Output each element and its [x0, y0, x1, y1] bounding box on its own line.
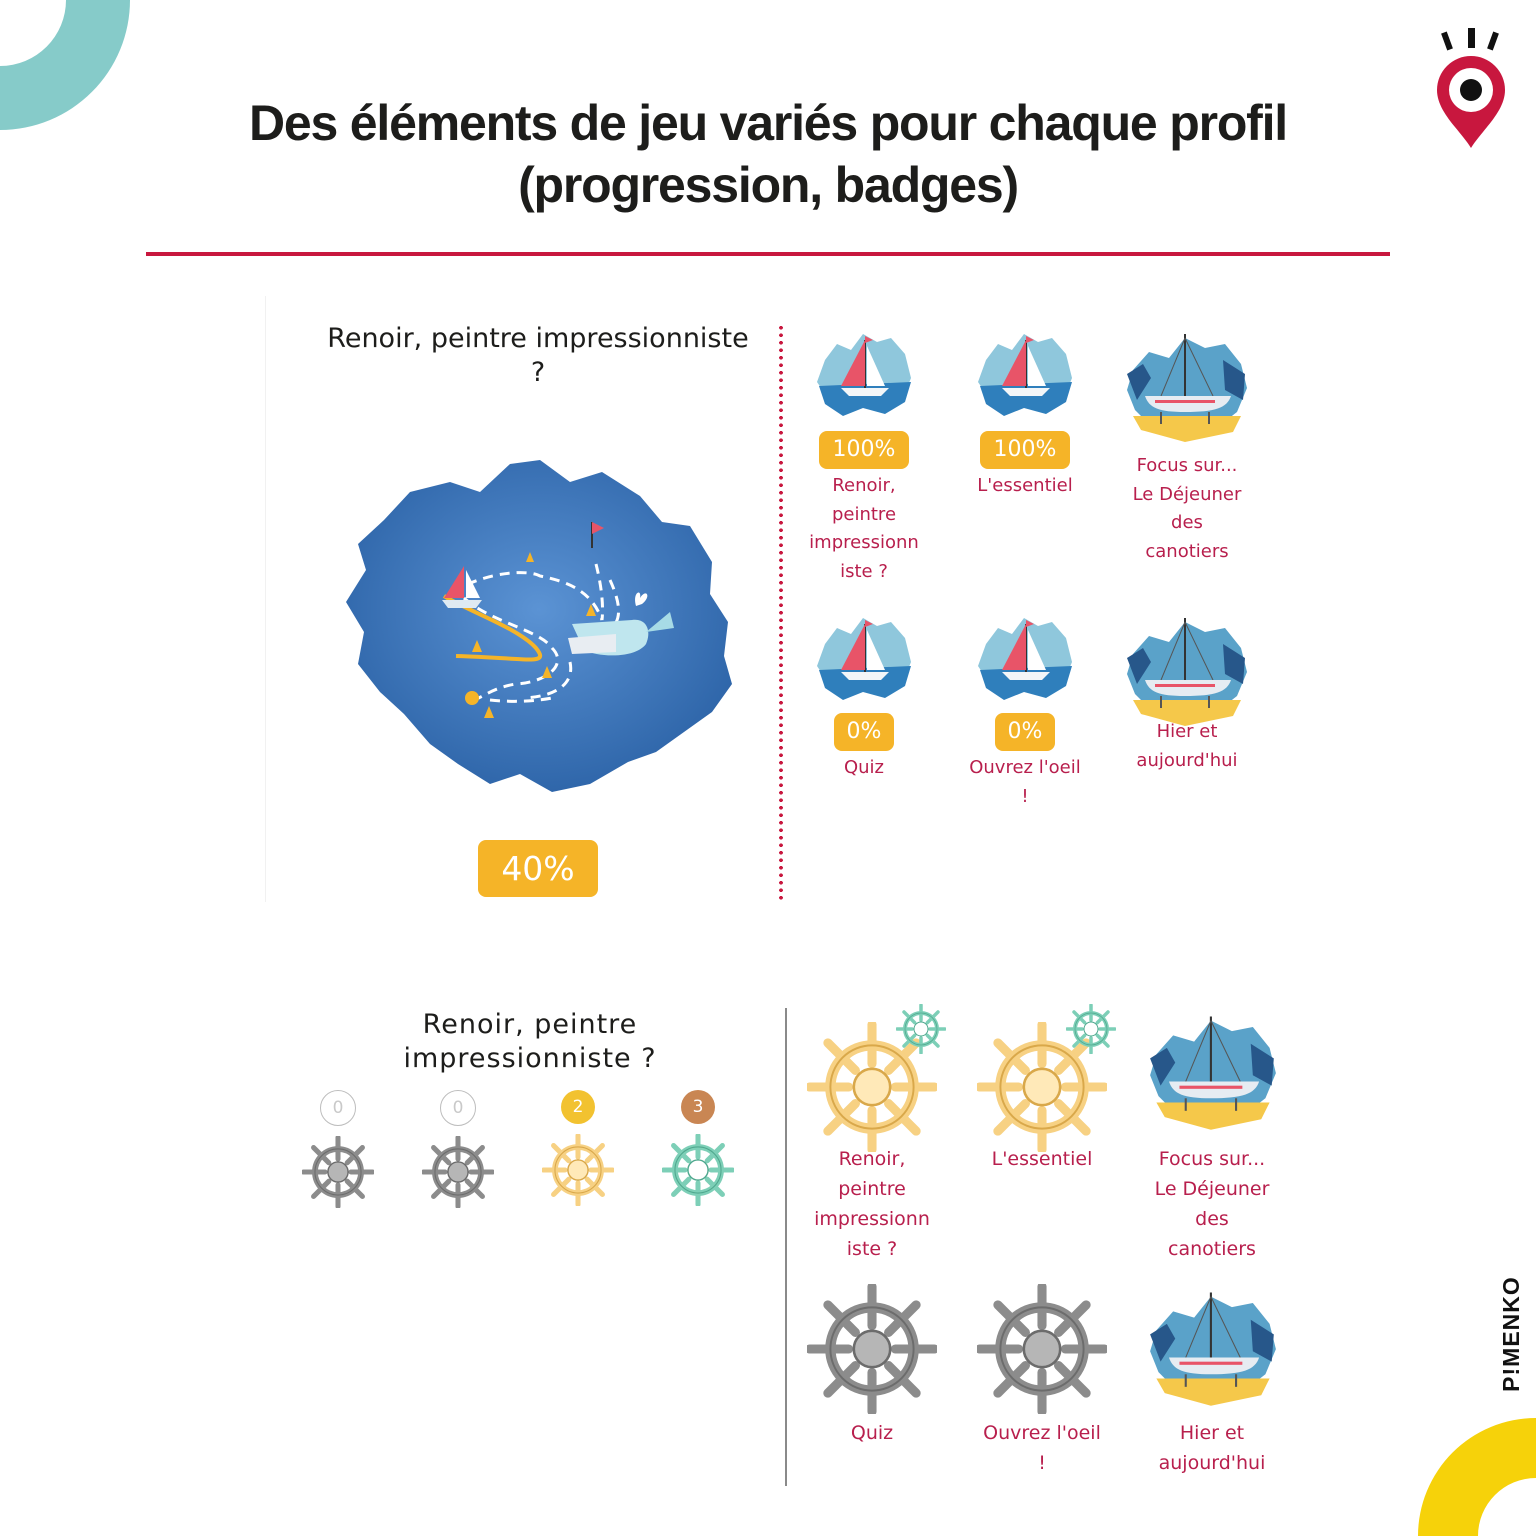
- ship-wheel-icon: [542, 1134, 614, 1210]
- activity-label: Renoir, peintre impressionn iste ?: [814, 1148, 930, 1260]
- dotted-divider: [779, 324, 783, 902]
- activity-progress-badge: 100%: [980, 431, 1070, 469]
- docked-boat-icon: [1125, 614, 1249, 730]
- pimenko-eye-pin-logo: [1430, 26, 1516, 154]
- sea-journey-map-illustration: [340, 452, 736, 798]
- faint-divider: [265, 296, 266, 902]
- ship-wheel-teal-icon: [1066, 1004, 1116, 1058]
- activity-label: Ouvrez l'oeil !: [983, 1422, 1101, 1474]
- title-divider: [146, 252, 1390, 256]
- ship-wheel-icon: [662, 1134, 734, 1210]
- docked-boat-icon: [1148, 1012, 1278, 1134]
- ship-wheel-grey-icon: [807, 1284, 937, 1418]
- activity-label: Focus sur... Le Déjeuner des canotiers: [1154, 1148, 1270, 1260]
- activity-label: Ouvrez l'oeil !: [969, 757, 1081, 807]
- title-line-1: Des éléments de jeu variés pour chaque profil: [248, 95, 1288, 151]
- activity-label: Quiz: [843, 757, 885, 778]
- activity-label: Hier et aujourd'hui: [1136, 721, 1238, 771]
- badge-rank: [658, 1090, 738, 1210]
- progression-course-title: Renoir, peintre impressionniste ?: [327, 323, 749, 388]
- sailboat-icon: [976, 330, 1074, 420]
- activity-label: L'essentiel: [977, 475, 1073, 496]
- rank-count: 0: [440, 1090, 476, 1126]
- docked-boat-icon: [1125, 330, 1249, 446]
- sailboat-icon: [815, 614, 913, 704]
- activity-progress-badge: 0%: [834, 713, 894, 751]
- yellow-arc-decoration: [1410, 1410, 1536, 1536]
- overall-progress-badge: 40%: [478, 840, 598, 897]
- ship-wheel-icon: [422, 1136, 494, 1212]
- badge-rank: [538, 1090, 618, 1210]
- rank-count: 2: [561, 1090, 595, 1124]
- page-title: [120, 92, 1416, 216]
- ship-wheel-teal-icon: [896, 1004, 946, 1058]
- pimenko-wordmark: [1496, 1268, 1526, 1400]
- docked-boat-icon: [1148, 1288, 1278, 1410]
- svg-text:P!MENKO: P!MENKO: [1498, 1276, 1524, 1392]
- activity-label: Renoir, peintre impressionn iste ?: [809, 475, 919, 582]
- badge-rank: [418, 1090, 498, 1212]
- sailboat-icon: [976, 614, 1074, 704]
- rank-count: 0: [320, 1090, 356, 1126]
- activity-label: L'essentiel: [991, 1148, 1093, 1170]
- activity-progress-badge: 0%: [995, 713, 1055, 751]
- activity-progress-badge: 100%: [819, 431, 909, 469]
- badges-course-title: Renoir, peintre impressionniste ?: [403, 1009, 657, 1074]
- sailboat-icon: [815, 330, 913, 420]
- activity-label: Focus sur... Le Déjeuner des canotiers: [1132, 455, 1242, 562]
- ship-wheel-grey-icon: [977, 1284, 1107, 1418]
- title-line-2: (progression, badges): [518, 157, 1018, 213]
- rank-count: 3: [681, 1090, 715, 1124]
- activity-label: Hier et aujourd'hui: [1158, 1422, 1266, 1474]
- ship-wheel-icon: [302, 1136, 374, 1212]
- activity-label: Quiz: [850, 1422, 894, 1444]
- badge-rank: [298, 1090, 378, 1212]
- teal-arc-decoration: [0, 0, 140, 140]
